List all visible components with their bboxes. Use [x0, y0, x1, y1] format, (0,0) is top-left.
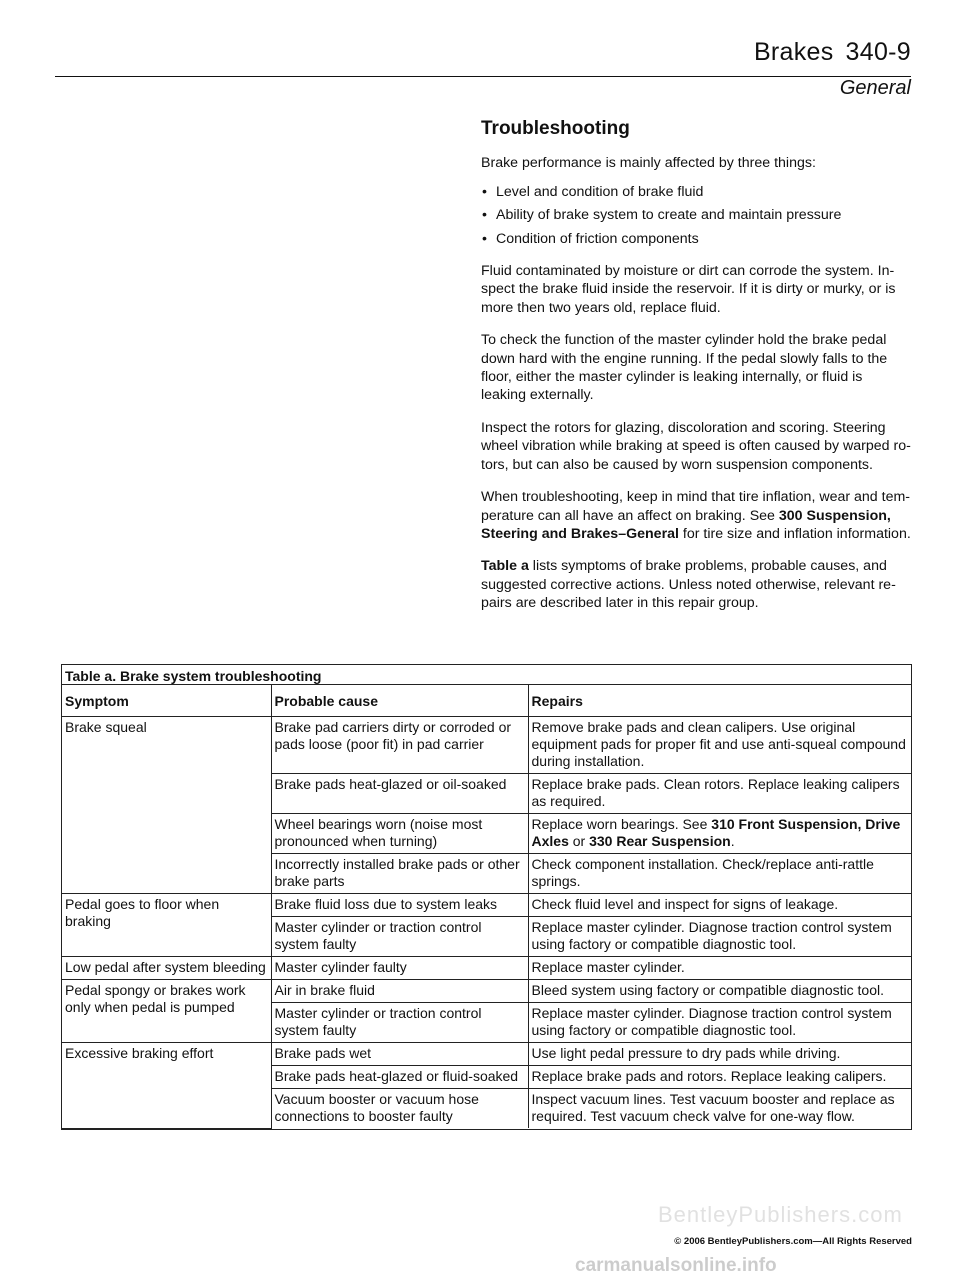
symptom-cell: Low pedal after system bleeding [62, 957, 271, 980]
cause-cell: Brake pads heat-glazed or oil-soaked [271, 774, 528, 814]
cause-cell: Brake fluid loss due to system leaks [271, 894, 528, 917]
page-subtitle: General [839, 77, 911, 99]
rear-suspension-reference: 330 Rear Suspension [589, 833, 731, 849]
cause-cell: Air in brake fluid [271, 980, 528, 1003]
site-watermark-logo: carmanualsonline.info [575, 1255, 777, 1276]
repair-cell: Replace master cylinder. Diagnose traction control system using factory or compatible diagnostic tool. [528, 917, 911, 957]
repair-cell: Replace brake pads and rotors. Replace leaking calipers. [528, 1066, 911, 1089]
rotor-paragraph: Inspect the rotors for glazing, discoloration and scoring. Steering wheel vibration while braking at speed is often caused by warped rotors, but can also be caused by worn suspension components. [481, 419, 911, 473]
publisher-watermark: BentleyPublishers.com [658, 1202, 903, 1227]
table-row [62, 980, 911, 1003]
table-header-row [62, 685, 911, 717]
repair-cell: Check component installation. Check/replace anti-rattle springs. [528, 854, 911, 894]
copyright-notice: © 2006 BentleyPublishers.com—All Rights Reserved [674, 1236, 912, 1247]
column-header-cause: Probable cause [271, 685, 528, 717]
troubleshooting-table [61, 664, 912, 1130]
tire-paragraph-end: for tire size and inflation information. [678, 525, 911, 542]
table-title: Table a. Brake system troubleshooting [62, 665, 911, 685]
repair-cell: Use light pedal pressure to dry pads while driving. [528, 1043, 911, 1066]
tire-paragraph [481, 488, 911, 543]
repair-cell: Replace master cylinder. [528, 957, 911, 980]
page-header [55, 34, 911, 77]
master-cylinder-paragraph: To check the function of the master cylinder hold the brake pedal down hard with the engine running. If the pedal slowly falls to the floor, either the master cylinder is leaking internally, or fluid is leaking externally. [481, 332, 888, 404]
repair-text-or: or [568, 833, 590, 849]
cause-cell: Brake pads wet [271, 1043, 528, 1066]
column-header-repairs: Repairs [528, 685, 911, 717]
list-item: • Level and condition of brake fluid [481, 183, 911, 201]
cause-cell: Brake pads heat-glazed or fluid-soaked [271, 1066, 528, 1089]
repair-cell: Replace brake pads. Clean rotors. Replace leaking calipers as required. [528, 774, 911, 814]
cause-cell: Incorrectly installed brake pads or other brake parts [271, 854, 528, 894]
column-header-symptom: Symptom [62, 685, 271, 717]
tire-paragraph-text: When troubleshooting, keep in mind that tire inflation, wear and temperature can all have an affect on braking. See [481, 489, 911, 524]
list-item: • Condition of friction components [481, 230, 911, 248]
cause-cell: Wheel bearings worn (noise most pronounced when turning) [271, 814, 528, 854]
intro-paragraph: Brake performance is mainly affected by three things: [481, 155, 816, 172]
table-reference: Table a [481, 558, 529, 575]
cause-cell: Master cylinder or traction control system faulty [271, 917, 528, 957]
table-row [62, 1043, 911, 1066]
table-intro-paragraph [481, 557, 911, 612]
symptom-cell: Brake squeal [62, 717, 271, 894]
fluid-paragraph: Fluid contaminated by moisture or dirt can corrode the system. Inspect the brake fluid inside the reservoir. If it is dirty or murky, or is more then two years old, replace fluid. [481, 263, 896, 316]
repair-cell [528, 814, 911, 854]
repair-text-end: . [730, 833, 735, 849]
repair-cell: Bleed system using factory or compatible diagnostic tool. [528, 980, 911, 1003]
cause-cell: Master cylinder or traction control system faulty [271, 1003, 528, 1043]
cause-cell: Vacuum booster or vacuum hose connections to booster faulty [271, 1089, 528, 1129]
table-row [62, 717, 911, 774]
header-title [754, 38, 911, 67]
cause-cell: Master cylinder faulty [271, 957, 528, 980]
section-title: Troubleshooting [481, 118, 630, 139]
cause-cell: Brake pad carriers dirty or corroded or pads loose (poor fit) in pad carrier [271, 717, 528, 774]
suspension-reference: 300 Suspension, Steering and Brakes–General [481, 507, 891, 542]
section-name: Brakes [753, 38, 834, 66]
list-item: • Ability of brake system to create and maintain pressure [481, 206, 911, 224]
repair-cell: Inspect vacuum lines. Test vacuum booster and replace as required. Test vacuum check valve for one-way flow. [528, 1089, 911, 1129]
repair-text: Replace worn bearings. See [531, 816, 712, 832]
page-number: 340-9 [845, 38, 911, 66]
table-row [62, 894, 911, 917]
table-row [62, 957, 911, 980]
symptom-cell: Excessive braking effort [62, 1043, 271, 1129]
symptom-cell: Pedal spongy or brakes work only when pedal is pumped [62, 980, 271, 1043]
front-suspension-reference: 310 Front Suspension, Drive Axles [531, 816, 901, 849]
repair-cell: Check fluid level and inspect for signs of leakage. [528, 894, 911, 917]
factor-list [481, 183, 911, 248]
table-intro-text: lists symptoms of brake problems, probable causes, and suggested corrective actions. Unless noted otherwise, relevant repairs are described later in this repair group. [481, 558, 896, 612]
symptom-cell: Pedal goes to floor when braking [62, 894, 271, 957]
troubleshooting-section [481, 120, 911, 627]
repair-cell: Remove brake pads and clean calipers. Use original equipment pads for proper fit and use anti-squeal compound during installation. [528, 717, 911, 774]
repair-cell: Replace master cylinder. Diagnose traction control system using factory or compatible diagnostic tool. [528, 1003, 911, 1043]
table-grid [62, 685, 911, 1129]
